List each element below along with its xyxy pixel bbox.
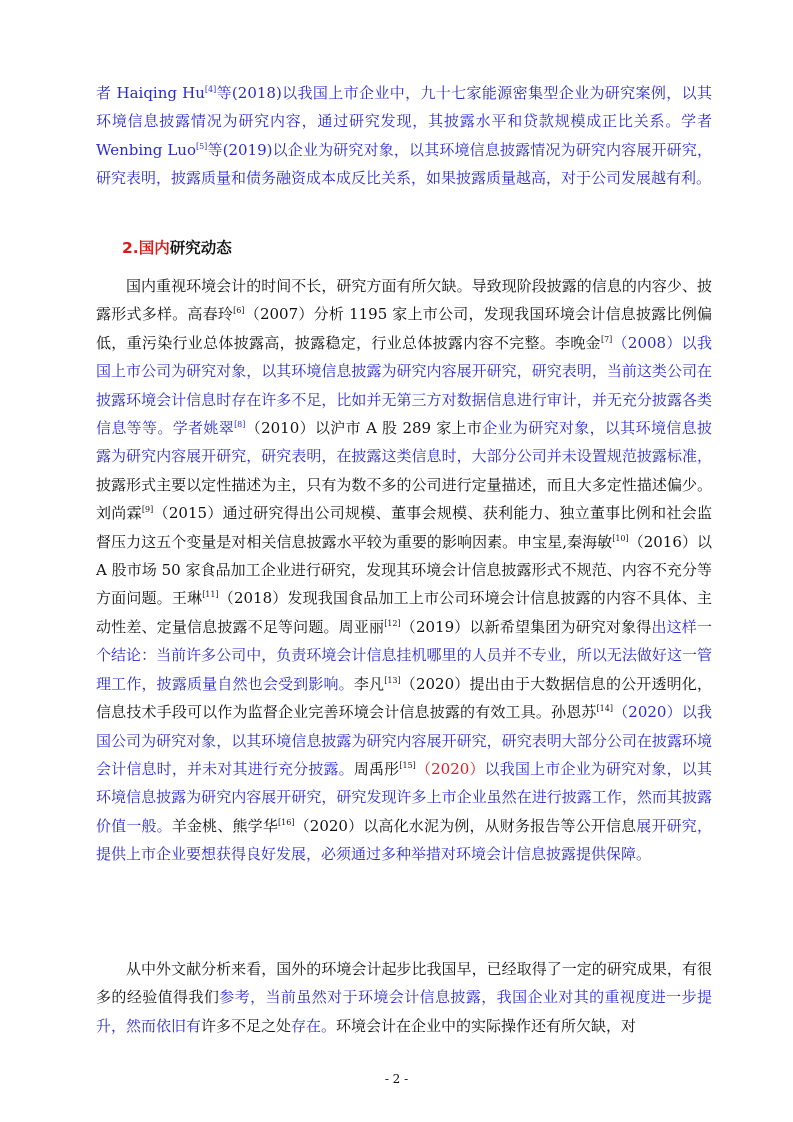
text-run: （2020）提出由于大数据信息的公开透明化，信息技术手段可以作为监督企业完善环境会计信息披露的有效工具。孙恩苏 (96, 674, 712, 722)
text-run: （2020）以高化水泥为例，从财务报告等公开信息 (294, 816, 637, 835)
section-heading (122, 236, 232, 258)
text-run: 许多不足之处 (201, 1016, 292, 1035)
text-run: 环境会计在企业中的实际操作还有所欠缺，对 (336, 1016, 637, 1035)
citation: [10] (612, 533, 629, 543)
citation: [16] (278, 817, 295, 827)
citation: [15] (399, 760, 416, 770)
text-run: （2016）以 A 股市场 50 家食品加工企业进行研究，发现其环境会计信息披露形式不规范、内容不充分等方面问题。王琳 (96, 532, 712, 608)
text-run: （2018）发现我国食品加工上市公司环境会计信息披露的内容不具体、主动性差、定量信息披露不足等问题。周亚丽 (96, 589, 712, 636)
heading-red-text: 国内 (138, 239, 170, 257)
text-run: （2008）以我国上市公司为研究对象，以其环境信息披露为研究内容展开研究，研究表明，当前这类公司在披露环境会计信息时存在许多不足，比如并无第三方对数据信息进行审计，并无充分披露各类信息等等。学者姚翠 (96, 333, 712, 438)
paragraph-summary (96, 955, 712, 1040)
text-run: （2015）通过研究得出公司规模、董事会规模、获利能力、独立董事比例和社会监督压力这五个变量是对相关信息披露水平较为重要的影响因素。申宝星,秦海敏 (96, 504, 712, 551)
text-run: 李凡 (353, 674, 385, 693)
heading-number: 2. (122, 239, 139, 257)
citation: [8] (234, 420, 246, 430)
citation: [13] (384, 675, 401, 685)
text-run: 等(2019)以企业为研究对象，以其环境信息披露情况为研究内容展开研究，研究表明，披露质量和债务融资成本成反比关系，如果披露质量越高，对于公司发展越有利。 (96, 140, 712, 188)
text-run: 存在。 (291, 1016, 337, 1035)
text-run: 者 Haiqing Hu (96, 84, 205, 102)
citation: [7] (600, 334, 613, 344)
text-run: 披露形式主要以定性描述为主，只有为数不多的公司进行定量描述，而且大多定性描述偏少。刘尚霖 (96, 475, 712, 523)
text-run: 出这样一个结论：当前许多公司中，负责环境会计信息挂机哪里的人员并不专业，所以无法做好这一管理工作，披露质量自然也会受到影响。 (96, 617, 712, 693)
text-run: （2020） (415, 759, 485, 778)
text-run: （2010）以沪市 A 股 289 家上市 (245, 419, 483, 438)
heading-text: 研究动态 (169, 239, 232, 257)
text-run: 以我国上市企业为研究对象，以其环境信息披露为研究内容展开研究，研究发现许多上市企业虽然在进行披露工作，然而其披露价值一般。 (96, 759, 712, 835)
page-number: - 2 - (384, 1072, 409, 1086)
citation: [11] (202, 590, 219, 600)
text-run: 等(2018)以我国上市企业中，九十七家能源密集型企业为研究案例，以其环境信息披露情况为研究内容，通过研究发现，其披露水平和贷款规模成正比关系。学者 Wenbing Luo (96, 84, 712, 159)
citation: [5] (195, 141, 208, 151)
text-run: 参考，当前虽然对于环境会计信息披露，我国企业对其的重视度进一步提升，然而依旧有 (96, 988, 712, 1035)
text-run: 羊金桃、熊学华 (171, 816, 279, 835)
citation: [9] (141, 505, 154, 515)
text-run: （2007）分析 1195 家上市公司，发现我国环境会计信息披露比例偏低，重污染行业总体披露高，披露稳定，行业总体披露内容不完整。李晚金 (96, 305, 712, 352)
text-run: （2020）以我国公司为研究对象，以其环境信息披露为研究内容展开研究，研究表明大部分公司在披露环境会计信息时，并未对其进行充分披露。 (96, 703, 712, 778)
text-run: 周禹彤 (353, 759, 400, 778)
citation: [4] (204, 85, 217, 94)
citation: [12] (384, 618, 401, 628)
text-run: （2019）以新希望集团为研究对象得 (400, 617, 652, 636)
text-run: 企业为研究对象，以其环境信息披露为研究内容展开研究，研究表明，在披露这类信息时，大部分公司并未设置规范披露标准， (96, 419, 712, 466)
text-run: 国内重视环境会计的时间不长，研究方面有所欠缺。导致现阶段披露的信息的内容少、披露形式多样。高春玲 (96, 277, 712, 324)
paragraph-domestic-research (96, 272, 712, 869)
paragraph-foreign-research (96, 79, 712, 193)
citation: [6] (233, 306, 245, 316)
citation: [14] (596, 704, 613, 714)
text-run: 展开研究，提供上市企业要想获得良好发展，必须通过多种举措对环境会计信息披露提供保障。 (96, 816, 712, 864)
text-run: 从中外文献分析来看，国外的环境会计起步比我国早，已经取得了一定的研究成果，有很多的经验值得我们 (96, 960, 712, 1007)
